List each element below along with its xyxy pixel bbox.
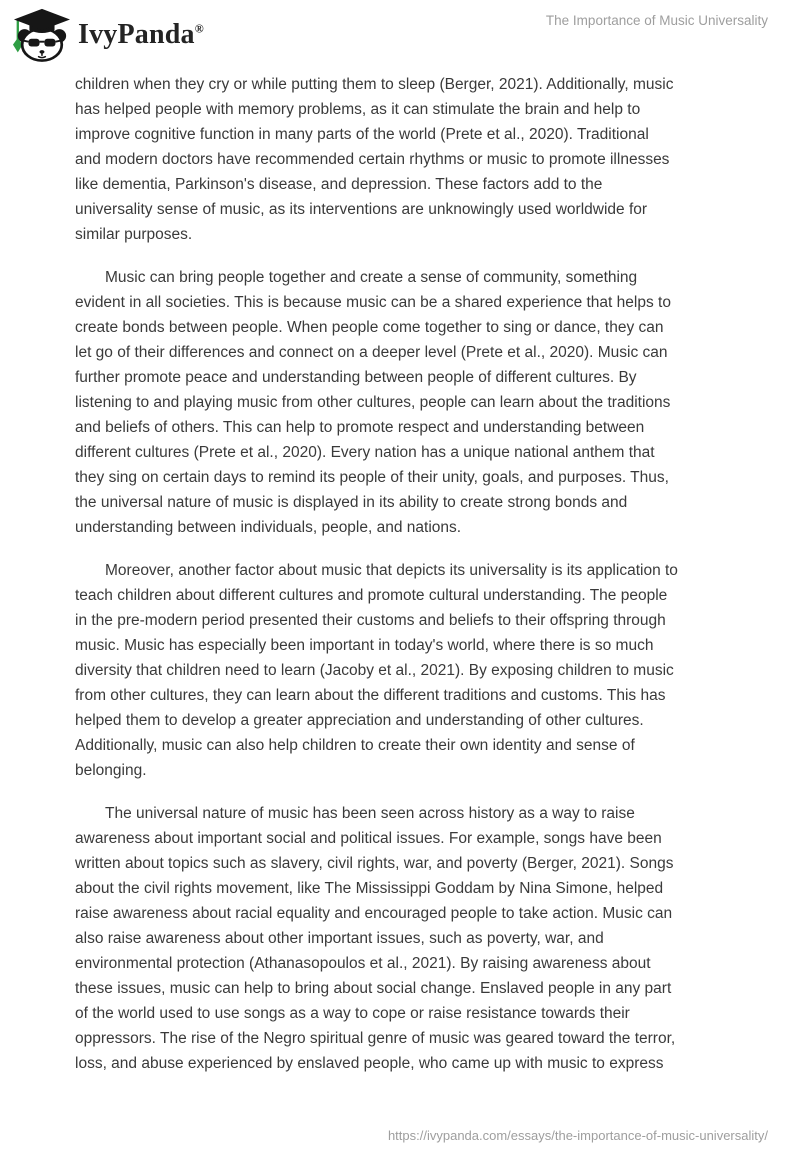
text-line: helped them to develop a greater appreciation and understanding of other cultures. xyxy=(75,712,644,729)
text-line: loss, and abuse experienced by enslaved people, who came up with music to express xyxy=(75,1055,664,1072)
text-line: evident in all societies. This is because music can be a shared experience that helps to xyxy=(75,294,671,311)
text-line: oppressors. The rise of the Negro spiritual genre of music was geared toward the terror, xyxy=(75,1030,676,1047)
text-line: and beliefs of others. This can help to promote respect and understanding between xyxy=(75,419,645,436)
text-line: awareness about important social and political issues. For example, songs have been xyxy=(75,830,662,847)
text-line: written about topics such as slavery, civil rights, war, and poverty (Berger, 2021). Songs xyxy=(75,855,674,872)
text-line: these issues, music can help to bring about social change. Enslaved people in any part xyxy=(75,980,672,997)
text-line: listening to and playing music from other cultures, people can learn about the traditions xyxy=(75,394,671,411)
text-line: similar purposes. xyxy=(75,226,193,243)
essay-body xyxy=(75,72,765,1094)
text-line: diversity that children need to learn (Jacoby et al., 2021). By exposing children to music xyxy=(75,662,674,679)
ivypanda-brand xyxy=(10,4,204,62)
document-title: The Importance of Music Universality xyxy=(545,13,768,28)
text-line: in the pre-modern period presented their customs and beliefs to their offspring through xyxy=(75,612,666,629)
text-line: teach children about different cultures and promote cultural understanding. The people xyxy=(75,587,668,604)
paragraph xyxy=(75,265,765,540)
text-line: Moreover, another factor about music that depicts its universality is its application to xyxy=(105,562,678,579)
text-line: belonging. xyxy=(75,762,147,779)
text-line: music. Music has especially been important in today's world, where there is so much xyxy=(75,637,654,654)
paragraph xyxy=(75,72,765,247)
text-line: universality sense of music, as its interventions are unknowingly used worldwide for xyxy=(75,201,648,218)
text-line: also raise awareness about other important issues, such as poverty, war, and xyxy=(75,930,604,947)
text-line: about the civil rights movement, like The Mississippi Goddam by Nina Simone, helped xyxy=(75,880,664,897)
text-line: children when they cry or while putting them to sleep (Berger, 2021). Additionally, music xyxy=(75,76,674,93)
brand-wordmark xyxy=(78,17,204,49)
text-line: Music can bring people together and create a sense of community, something xyxy=(105,269,638,286)
source-url: https://ivypanda.com/essays/the-importance-of-music-universality/ xyxy=(387,1128,768,1143)
text-line: improve cognitive function in many parts of the world (Prete et al., 2020). Traditional xyxy=(75,126,649,143)
text-line: has helped people with memory problems, as it can stimulate the brain and help to xyxy=(75,101,641,118)
ivypanda-panda-logo-icon xyxy=(10,4,72,62)
text-line: create bonds between people. When people come together to sing or dance, they can xyxy=(75,319,664,336)
text-line: different cultures (Prete et al., 2020). Every nation has a unique national anthem that xyxy=(75,444,655,461)
registered-trademark-symbol: ® xyxy=(194,21,204,36)
text-line: and modern doctors have recommended certain rhythms or music to promote illnesses xyxy=(75,151,670,168)
text-line: they sing on certain days to remind its people of their unity, goals, and purposes. Thus, xyxy=(75,469,669,486)
brand-name: IvyPanda xyxy=(78,19,195,50)
paragraph xyxy=(75,558,765,783)
text-line: let go of their differences and connect on a deeper level (Prete et al., 2020). Music can xyxy=(75,344,668,361)
text-line: from other cultures, they can learn about the different traditions and customs. This has xyxy=(75,687,666,704)
text-line: The universal nature of music has been seen across history as a way to raise xyxy=(105,805,635,822)
text-line: Additionally, music can also help children to create their own identity and sense of xyxy=(75,737,635,754)
text-line: the universal nature of music is displayed in its ability to create strong bonds and xyxy=(75,494,628,511)
page-header xyxy=(0,0,800,64)
text-line: of the world used to use songs as a way to cope or raise resistance towards their xyxy=(75,1005,630,1022)
text-line: further promote peace and understanding between people of different cultures. By xyxy=(75,369,637,386)
text-line: understanding between individuals, people, and nations. xyxy=(75,519,462,536)
text-line: environmental protection (Athanasopoulos et al., 2021). By raising awareness about xyxy=(75,955,651,972)
text-line: like dementia, Parkinson's disease, and depression. These factors add to the xyxy=(75,176,603,193)
paragraph xyxy=(75,801,765,1076)
text-line: raise awareness about racial equality and encouraged people to take action. Music can xyxy=(75,905,673,922)
